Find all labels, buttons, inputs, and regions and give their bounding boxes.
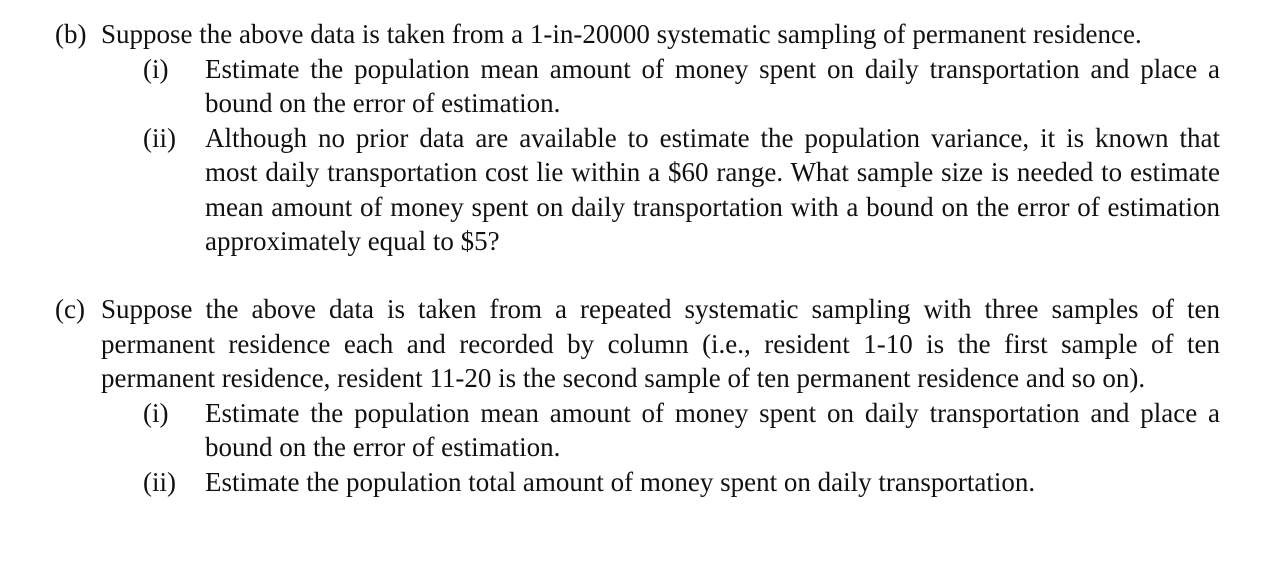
part-b-item-i-text: Estimate the population mean amount of money spent on daily transportation and place a bound on the error of estimation. — [205, 53, 1220, 118]
part-c-item-i-text: Estimate the population mean amount of money spent on daily transportation and place a bound on the error of estimation. — [205, 397, 1220, 462]
question-part-b — [55, 17, 1220, 259]
question-part-c — [55, 292, 1220, 499]
part-b-heading — [55, 17, 1220, 52]
part-b-item-ii-text: Although no prior data are available to estimate the population variance, it is known that most daily transportation cost lie within a $60 range. What sample size is needed to estimate mean amount of money spent on daily transportation with a bound on the error of estimation approximately equal to $5? — [205, 122, 1220, 256]
part-b-item-i — [143, 52, 1220, 121]
part-b-item-i-label: (i) — [143, 53, 169, 84]
part-c-item-ii — [143, 465, 1220, 500]
part-c-item-ii-text: Estimate the population total amount of money spent on daily transportation. — [205, 466, 1036, 497]
part-b-text: Suppose the above data is taken from a 1-in-20000 systematic sampling of permanent residence. — [101, 19, 1142, 49]
part-c-item-i-label: (i) — [143, 397, 169, 428]
part-b-item-ii — [143, 121, 1220, 259]
part-b-label: (b) — [55, 19, 87, 49]
part-c-item-i — [143, 396, 1220, 465]
part-c-item-ii-label: (ii) — [143, 466, 176, 497]
part-c-heading — [55, 292, 1220, 396]
part-c-text: Suppose the above data is taken from a repeated systematic sampling with three samples of ten permanent residence each and recorded by column (i.e., resident 1-10 is the first sample of ten permanent residence, resident 11-20 is the second sample of ten permanent residence and so on). — [101, 294, 1220, 393]
part-b-item-ii-label: (ii) — [143, 122, 176, 153]
part-c-label: (c) — [55, 294, 85, 324]
